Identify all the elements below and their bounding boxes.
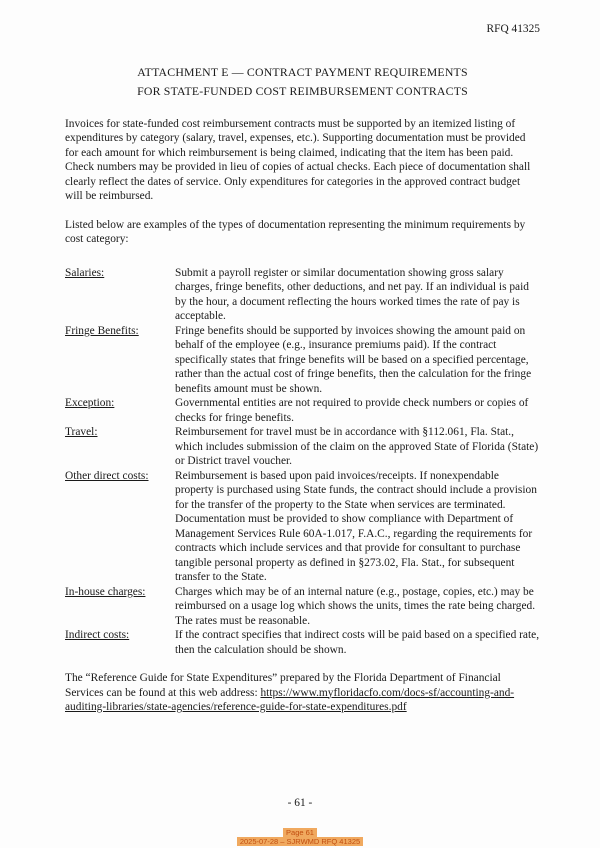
category-term-label: Other direct costs:	[65, 469, 149, 482]
attachment-title	[65, 63, 540, 101]
category-term	[65, 628, 175, 643]
reference-guide-paragraph	[65, 671, 540, 715]
reference-guide-text: The “Reference Guide for State Expenditures” prepared by the Florida Department of Financial Services can be found at this web address:	[65, 672, 501, 699]
category-term	[65, 266, 175, 281]
category-term	[65, 585, 175, 600]
category-description: Fringe benefits should be supported by invoices showing the amount paid on behalf of the employee (e.g., insurance premiums paid). If the contract specifically states that fringe benefits will be based on a specified percentage, rather than the actual cost of fringe benefits, then the calculation for the fringe benefits amount must be shown.	[175, 324, 532, 395]
listed-below-paragraph: Listed below are examples of the types of documentation representing the minimum requirements by cost category:	[65, 218, 526, 245]
category-description: Reimbursement is based upon paid invoices/receipts. If nonexpendable property is purchased using State funds, the contract should include a provision for the transfer of the property to the State when services are terminated. Documentation must be provided to show compliance with Department of Management Services Rule 60A-1.017, F.A.C., regarding the requirements for contracts which include services and that provide for consultant to purchase tangible personal property as defined in §273.02, Fla. Stat., for subsequent transfer to the State.	[175, 469, 537, 583]
category-term-label: Travel:	[65, 426, 98, 438]
category-term-label: Fringe Benefits:	[65, 324, 139, 337]
doc-reference: RFQ 41325	[486, 23, 540, 35]
category-description: Governmental entities are not required to provide check numbers or copies of checks for fringe benefits.	[175, 397, 529, 424]
category-term	[65, 396, 175, 411]
category-description: Submit a payroll register or similar documentation showing gross salary charges, fringe benefits, other deductions, and net pay. If an individual is paid by the hour, a document reflecting the hours worked times the rate of pay is acceptable.	[175, 266, 529, 322]
category-term	[65, 324, 175, 339]
intro-paragraph: Invoices for state-funded cost reimbursement contracts must be supported by an itemized listing of expenditures by category (salary, travel, expenses, etc.). Supporting documentation must be provided for each amount for which reimbursement is being claimed, indicating that the item has been paid. Check numbers may be provided in lieu of copies of actual checks. Each piece of documentation shall clearly reflect the dates of service. Only expenditures for categories in the approved contract budget will be reimbursed.	[65, 117, 531, 202]
title-line-2: FOR STATE-FUNDED COST REIMBURSEMENT CONTRACTS	[137, 83, 468, 98]
title-line-1: ATTACHMENT E — CONTRACT PAYMENT REQUIREMENTS	[137, 64, 468, 79]
page-number: - 61 -	[287, 796, 313, 809]
category-term-label: Indirect costs:	[65, 629, 130, 641]
category-description: Reimbursement for travel must be in accordance with §112.061, Fla. Stat., which includes submission of the claim on the approved State of Florida (State) or District travel voucher.	[175, 426, 539, 467]
category-term-label: Exception:	[65, 397, 115, 409]
category-description: Charges which may be of an internal nature (e.g., postage, copies, etc.) may be reimbursed on a usage log which shows the units, times the rate being charged. The rates must be reasonable.	[175, 585, 536, 627]
category-description: If the contract specifies that indirect costs will be paid based on a specified rate, then the calculation should be shown.	[175, 629, 540, 656]
footer-stamp	[0, 828, 600, 846]
category-row-exception	[65, 396, 540, 425]
category-row-in-house-charges	[65, 585, 540, 629]
category-row-salaries	[65, 266, 540, 324]
stamp-date-ref: 2025-07-28 – SJRWMD RFQ 41325	[237, 837, 363, 846]
category-row-indirect-costs	[65, 628, 540, 657]
reference-guide-link[interactable]: https://www.myfloridacfo.com/docs-sf/accounting-and-auditing-libraries/state-agencies/reference-guide-for-state-expenditures.pdf	[65, 686, 515, 713]
cost-category-list	[65, 266, 540, 658]
stamp-page-label: Page 61	[283, 828, 317, 837]
category-row-other-direct-costs	[65, 469, 540, 585]
category-term	[65, 425, 175, 440]
category-row-travel	[65, 425, 540, 469]
category-term	[65, 469, 175, 484]
category-row-fringe-benefits	[65, 324, 540, 397]
category-term-label: Salaries:	[65, 266, 105, 279]
category-term-label: In-house charges:	[65, 585, 146, 598]
